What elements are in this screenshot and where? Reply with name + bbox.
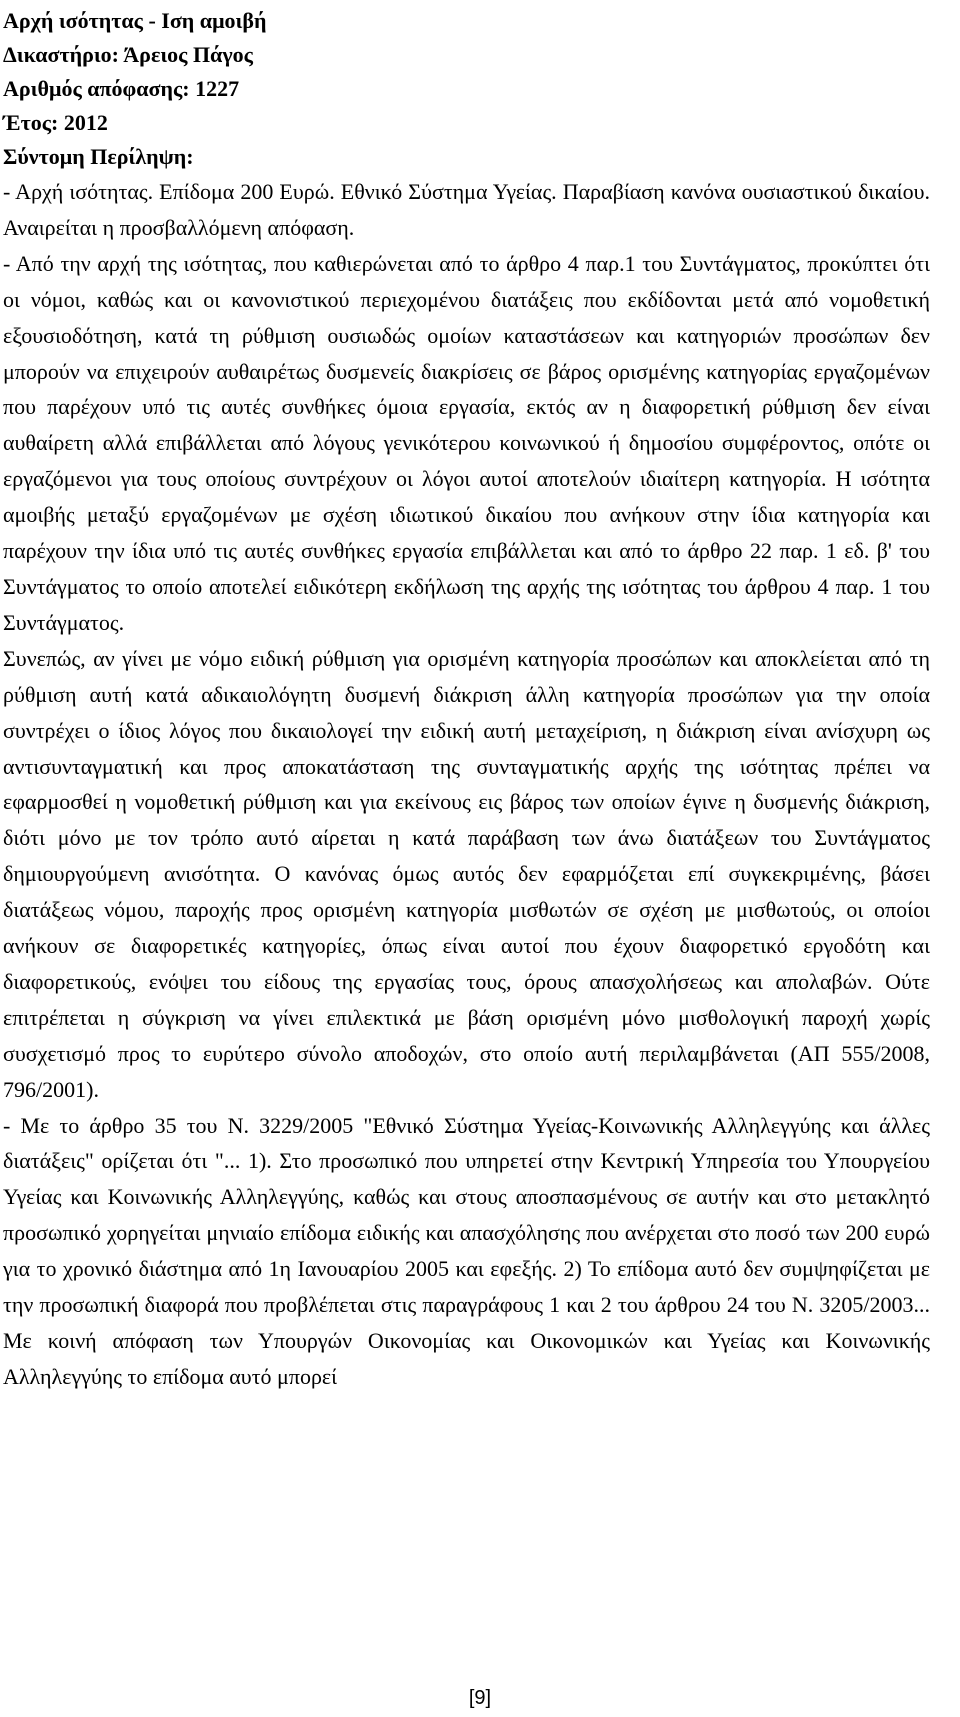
summary-body bbox=[3, 174, 930, 1395]
body-paragraph: Συνεπώς, αν γίνει με νόμο ειδική ρύθμιση για ορισμένη κατηγορία προσώπων και αποκλείεται από τη ρύθμιση αυτή κατά αδικαιολόγητη δυσμενή διάκριση άλλη κατηγορία προσώπων για την οποία συντρέχει ο ίδιος λόγος που δικαιολογεί την ειδική αυτή μεταχείριση, η διάκριση είναι ανίσχυρη ως αντισυνταγματική και προς αποκατάσταση της συνταγματικής αρχής της ισότητας πρέπει να εφαρμοσθεί η νομοθετική ρύθμιση και για εκείνους εις βάρος των οποίων έγινε η δυσμενής διάκριση, διότι μόνο με τον τρόπο αυτό αίρεται η κατά παράβαση των άνω διατάξεων του Συντάγματος δημιουργούμενη ανισότητα. Ο κανόνας όμως αυτός δεν εφαρμόζεται επί συγκεκριμένης, βάσει διατάξεως νόμου, παροχής προς ορισμένη κατηγορία μισθωτών σε σχέση με μισθωτούς, οι οποίοι ανήκουν σε διαφορετικές κατηγορίες, όπως είναι αυτοί που έχουν διαφορετικό εργοδότη και διαφορετικούς, ενόψει του είδους της εργασίας τους, όρους απασχολήσεως και απολαβών. Ούτε επιτρέπεται η σύγκριση να γίνει επιλεκτικά με βάση ορισμένη μόνο μισθολογική παροχή χωρίς συσχετισμό προς το ευρύτερο σύνολο αποδοχών, στο οποίο αυτή περιλαμβάνεται (ΑΠ 555/2008, 796/2001). bbox=[3, 645, 930, 1102]
body-paragraph: - Από την αρχή της ισότητας, που καθιερώνεται από το άρθρο 4 παρ.1 του Συντάγματος, προκύπτει ότι οι νόμοι, καθώς και οι κανονιστικού περιεχομένου διατάξεις που εκδίδονται μετά από νομοθετική εξουσιοδότηση, κατά τη ρύθμιση ουσιωδώς ομοίων καταστάσεων και κατηγοριών προσώπων δεν μπορούν να επιχειρούν αυθαιρέτως δυσμενείς διακρίσεις σε βάρος ορισμένης κατηγορίας εργαζομένων που παρέχουν υπό τις αυτές συνθήκες όμοια εργασία, εκτός αν η διαφορετική ρύθμιση δεν είναι αυθαίρετη αλλά επιβάλλεται από λόγους γενικότερου κοινωνικού ή δημοσίου συμφέροντος, οπότε οι εργαζόμενοι για τους οποίους συντρέχουν οι λόγοι αυτοί αποτελούν ιδιαίτερη κατηγορία. Η ισότητα αμοιβής μεταξύ εργαζομένων με σχέση ιδιωτικού δικαίου που ανήκουν στην ίδια κατηγορία και παρέχουν την ίδια υπό τις αυτές συνθήκες εργασία επιβάλλεται και από το άρθρο 22 παρ. 1 εδ. β' του Συντάγματος το οποίο αποτελεί ειδικότερη εκδήλωση της αρχής της ισότητας του άρθρου 4 παρ. 1 του Συντάγματος. bbox=[3, 250, 930, 635]
body-paragraph: - Αρχή ισότητας. Επίδομα 200 Ευρώ. Εθνικό Σύστημα Υγείας. Παραβίαση κανόνα ουσιαστικού δικαίου. Αναιρείται η προσβαλλόμενη απόφαση. bbox=[3, 179, 930, 240]
summary-label: Σύντομη Περίληψη: bbox=[3, 144, 194, 169]
decision-year: Έτος: 2012 bbox=[3, 110, 108, 135]
document-header bbox=[3, 4, 930, 174]
court-label: Δικαστήριο: Άρειος Πάγος bbox=[3, 42, 253, 67]
body-paragraph: - Με το άρθρο 35 του Ν. 3229/2005 "Εθνικό Σύστημα Υγείας-Κοινωνικής Αλληλεγγύης και άλλες διατάξεις" ορίζεται ότι "... 1). Στο προσωπικό που υπηρετεί στην Κεντρική Υπηρεσία του Υπουργείου Υγείας και Κοινωνικής Αλληλεγγύης, καθώς και στους αποσπασμένους σε αυτήν και στο μετακλητό προσωπικό χορηγείται μηνιαίο επίδομα ειδικής και απασχόλησης που ανέρχεται στο ποσό των 200 ευρώ για το χρονικό διάστημα από 1η Ιανουαρίου 2005 και εφεξής. 2) Το επίδομα αυτό δεν συμψηφίζεται με την προσωπική διαφορά που προβλέπεται στις παραγράφους 1 και 2 του άρθρου 24 του Ν. 3205/2003... Με κοινή απόφαση των Υπουργών Οικονομίας και Οικονομικών και Υγείας και Κοινωνικής Αλληλεγγύης το επίδομα αυτό μπορεί bbox=[3, 1112, 930, 1389]
document-title: Αρχή ισότητας - Ιση αμοιβή bbox=[3, 8, 267, 33]
page-number: [9] bbox=[468, 1687, 492, 1709]
decision-number: Αριθμός απόφασης: 1227 bbox=[3, 76, 240, 101]
document-page bbox=[3, 4, 930, 1395]
